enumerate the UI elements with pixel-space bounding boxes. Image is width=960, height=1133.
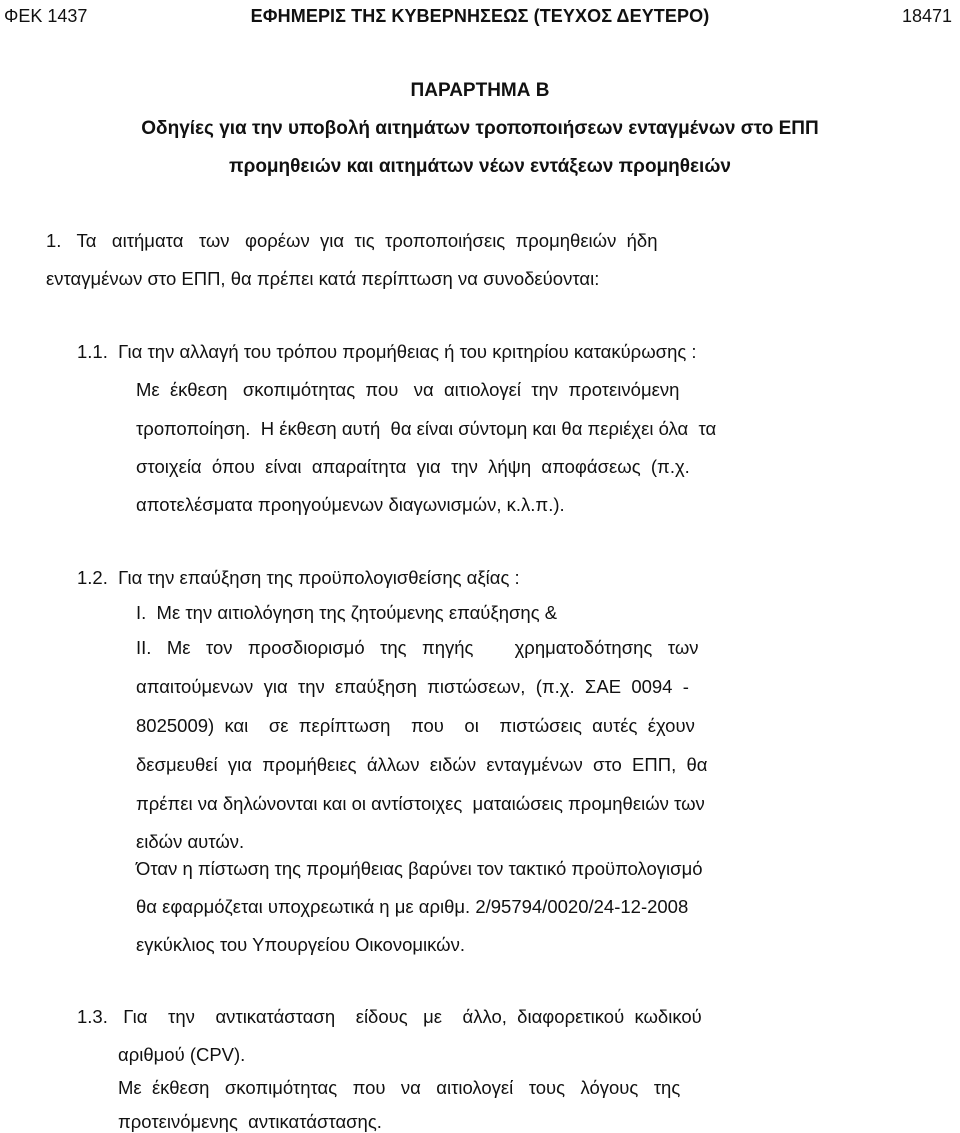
section-1-1-line: αποτελέσματα προηγούμενων διαγωνισμών, κ.λ.π.). xyxy=(136,494,565,515)
annex-subtitle-line2: προμηθειών και αιτημάτων νέων εντάξεων προμηθειών xyxy=(229,156,731,177)
section-1-2-item-ii: ΙΙ. Με τον προσδιορισμό της πηγής χρηματοδότησης των xyxy=(136,637,699,658)
section-1-3-line: Με έκθεση σκοπιμότητας που να αιτιολογεί τους λόγους της xyxy=(118,1077,681,1098)
paragraph-1-line: ενταγμένων στο ΕΠΠ, θα πρέπει κατά περίπτωση να συνοδεύονται: xyxy=(46,268,600,289)
section-1-3-line: προτεινόμενης αντικατάστασης. xyxy=(118,1111,382,1132)
section-1-2-line: πρέπει να δηλώνονται και οι αντίστοιχες ματαιώσεις προμηθειών των xyxy=(136,793,705,814)
section-1-1-heading: 1.1. Για την αλλαγή του τρόπου προμήθειας ή του κριτηρίου κατακύρωσης : xyxy=(77,341,697,362)
section-1-2-line: δεσμευθεί για προμήθειες άλλων ειδών ενταγμένων στο ΕΠΠ, θα xyxy=(136,754,708,775)
section-1-1-line: Με έκθεση σκοπιμότητας που να αιτιολογεί την προτεινόμενη xyxy=(136,379,680,400)
issue-number: ΦΕΚ 1437 xyxy=(4,6,88,26)
annex-subtitle-line1: Οδηγίες για την υποβολή αιτημάτων τροποποιήσεων ενταγμένων στο ΕΠΠ xyxy=(141,118,819,139)
section-1-1-line: στοιχεία όπου είναι απαραίτητα για την λήψη αποφάσεως (π.χ. xyxy=(136,456,690,477)
section-1-2-line: Όταν η πίστωση της προμήθειας βαρύνει τον τακτικό προϋπολογισμό xyxy=(136,858,703,879)
section-1-3-heading: 1.3. Για την αντικατάσταση είδους με άλλο, διαφορετικού κωδικού xyxy=(77,1006,702,1027)
paragraph-1-line: 1. Τα αιτήματα των φορέων για τις τροποποιήσεις προμηθειών ήδη xyxy=(46,230,658,251)
gazette-title: ΕΦΗΜΕΡΙΣ ΤΗΣ ΚΥΒΕΡΝΗΣΕΩΣ (ΤΕΥΧΟΣ ΔΕΥΤΕΡΟ) xyxy=(250,6,710,26)
section-1-2-item-i: Ι. Με την αιτιολόγηση της ζητούμενης επαύξησης & xyxy=(136,602,558,623)
section-1-2-heading: 1.2. Για την επαύξηση της προϋπολογισθείσης αξίας : xyxy=(77,567,520,588)
page-number: 18471 xyxy=(901,6,952,26)
section-1-1-line: τροποποίηση. Η έκθεση αυτή θα είναι σύντομη και θα περιέχει όλα τα xyxy=(136,418,717,439)
section-1-2-line: απαιτούμενων για την επαύξηση πιστώσεων, (π.χ. ΣΑΕ 0094 - xyxy=(136,676,689,697)
section-1-2-line: ειδών αυτών. xyxy=(136,831,245,852)
annex-heading: ΠΑΡΑΡΤΗΜΑ Β xyxy=(410,80,550,101)
section-1-2-line: 8025009) και σε περίπτωση που οι πιστώσεις αυτές έχουν xyxy=(136,715,695,736)
section-1-3-line: αριθμού (CPV). xyxy=(118,1044,246,1065)
section-1-2-line: θα εφαρμόζεται υποχρεωτικά η με αριθμ. 2/95794/0020/24-12-2008 xyxy=(136,896,689,917)
section-1-2-line: εγκύκλιος του Υπουργείου Οικονομικών. xyxy=(136,934,465,955)
